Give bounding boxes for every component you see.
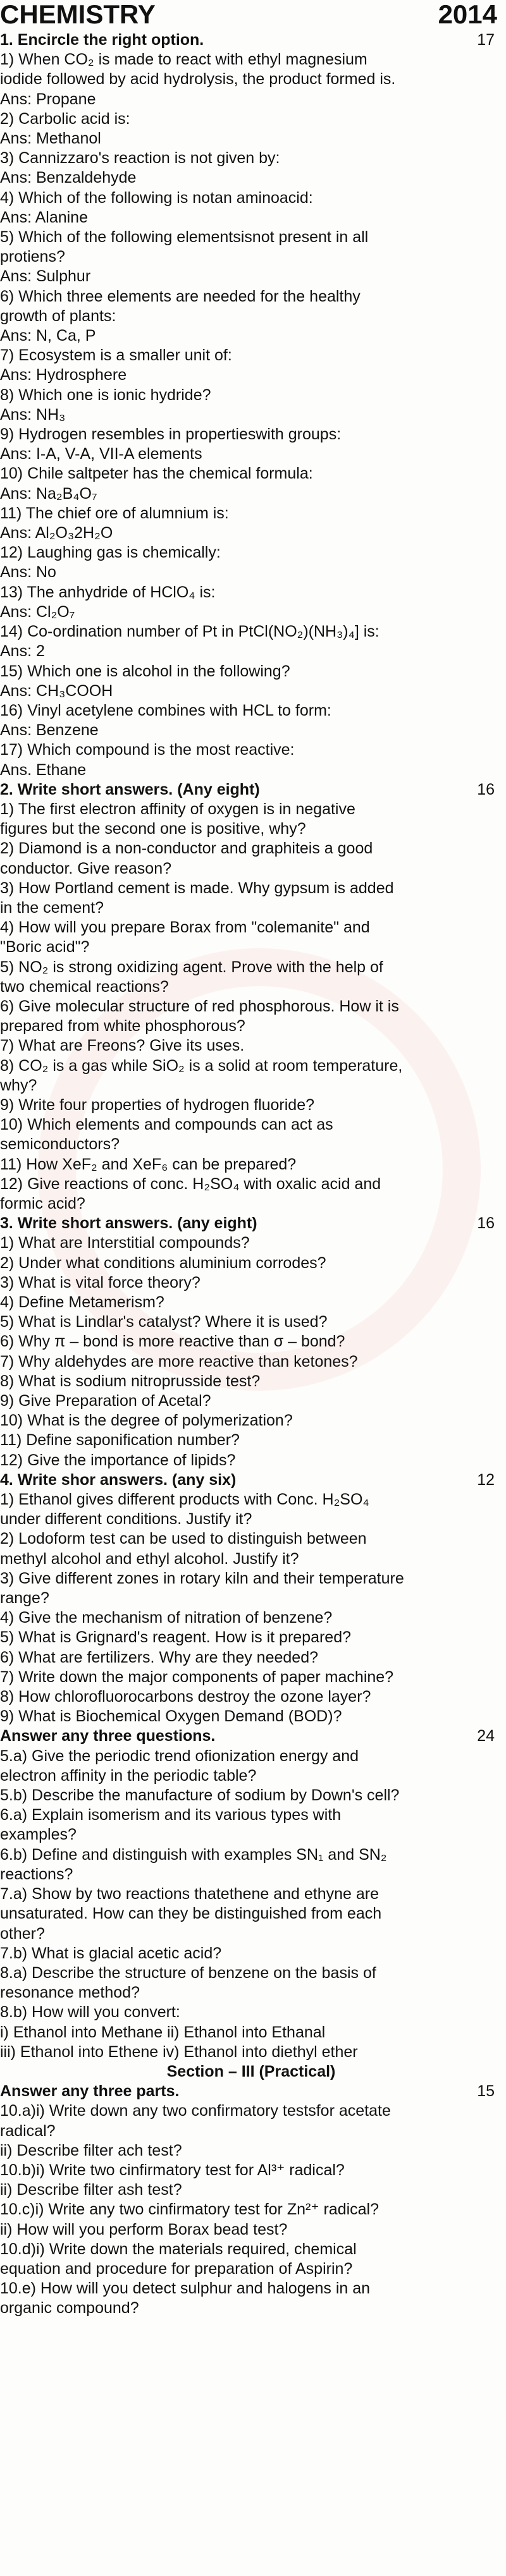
text-line (0, 1096, 506, 1115)
text-line (0, 267, 506, 286)
line-text: Ans: N, Ca, P (0, 327, 96, 345)
line-text: 14) Co-ordination number of Pt in PtCl(NO₂)(NH₃)₄] is: (0, 623, 379, 641)
text-line (0, 1529, 506, 1549)
line-text: Ans: Alanine (0, 208, 88, 226)
text-line (0, 1766, 506, 1786)
text-line (0, 1510, 506, 1529)
text-line (0, 602, 506, 622)
line-text: Ans: No (0, 563, 56, 582)
text-line (0, 484, 506, 504)
text-line (0, 1963, 506, 1983)
line-text: Ans: Methanol (0, 130, 101, 148)
marks-value: 15 (477, 2082, 495, 2101)
line-text: ii) Describe filter ash test? (0, 2181, 182, 2199)
line-text: 2) Under what conditions aluminium corrodes? (0, 1254, 326, 1272)
text-line (0, 1648, 506, 1668)
text-line (0, 563, 506, 582)
text-line (0, 1036, 506, 1056)
line-text: Ans: 2 (0, 642, 45, 661)
text-line (0, 2042, 506, 2062)
marks-value: 16 (477, 1214, 495, 1233)
line-text: Answer any three questions. (0, 1727, 216, 1745)
line-text: 12) Give reactions of conc. H₂SO₄ with oxalic acid and (0, 1175, 381, 1193)
text-line (0, 898, 506, 918)
line-text: 12) Laughing gas is chemically: (0, 544, 221, 562)
line-text: 1) What are Interstitial compounds? (0, 1234, 250, 1252)
marks-value: 16 (477, 780, 495, 798)
line-text: resonance method? (0, 1984, 140, 2002)
section-title (0, 2062, 506, 2082)
line-text: 7) What are Freons? Give its uses. (0, 1037, 245, 1055)
text-line (0, 109, 506, 129)
text-line (0, 1233, 506, 1253)
text-line (0, 50, 506, 70)
line-text: Ans: CH₃COOH (0, 681, 113, 700)
line-text: 3) Cannizzaro's reaction is not given by: (0, 149, 280, 168)
text-line (0, 1273, 506, 1293)
line-text: conductor. Give reason? (0, 859, 171, 877)
line-text: Ans: Benzene (0, 721, 99, 740)
text-line (0, 958, 506, 977)
text-line (0, 2003, 506, 2022)
line-text: 6) What are fertilizers. Why are they needed? (0, 1648, 319, 1666)
text-line (0, 1845, 506, 1865)
line-text: 3) Give different zones in rotary kiln and their temperature (0, 1569, 404, 1587)
text-line (0, 1135, 506, 1154)
line-text: two chemical reactions? (0, 977, 169, 996)
text-line (0, 2279, 506, 2298)
text-line (0, 977, 506, 997)
line-text: organic compound? (0, 2299, 139, 2317)
line-text: 4) Which of the following is notan aminoacid: (0, 188, 313, 207)
section-heading (0, 1470, 506, 1490)
line-text: in the cement? (0, 898, 104, 917)
text-line (0, 365, 506, 385)
line-text: Ans. Ethane (0, 760, 87, 779)
line-text: growth of plants: (0, 307, 116, 325)
line-text: 8) What is sodium nitroprusside test? (0, 1372, 261, 1390)
line-text: methyl alcohol and ethyl alcohol. Justify it? (0, 1549, 299, 1568)
text-line (0, 2180, 506, 2200)
line-text: 4. Write shor answers. (any six) (0, 1470, 237, 1489)
text-line (0, 1983, 506, 2003)
text-line (0, 740, 506, 760)
line-text: protiens? (0, 248, 65, 266)
line-text: 10) Which elements and compounds can act as (0, 1116, 333, 1134)
text-line (0, 721, 506, 740)
text-line (0, 1668, 506, 1687)
text-line (0, 1056, 506, 1076)
text-line (0, 287, 506, 307)
line-text: 5) NO₂ is strong oxidizing agent. Prove with the help of (0, 958, 383, 976)
text-line (0, 1687, 506, 1707)
line-text: radical? (0, 2121, 56, 2140)
text-line (0, 168, 506, 188)
text-line (0, 1332, 506, 1352)
text-line (0, 90, 506, 109)
line-text: unsaturated. How can they be distinguished from each (0, 1905, 382, 1923)
text-line (0, 129, 506, 149)
line-text: under different conditions. Justify it? (0, 1510, 252, 1529)
section-heading (0, 780, 506, 800)
line-text: 7.a) Show by two reactions thatethene and ethyne are (0, 1885, 379, 1903)
text-line (0, 1569, 506, 1589)
section-heading (0, 1726, 506, 1746)
text-line (0, 859, 506, 879)
text-line (0, 997, 506, 1016)
text-line (0, 1391, 506, 1411)
text-line (0, 386, 506, 405)
line-text: 9) Hydrogen resembles in propertieswith groups: (0, 425, 342, 444)
text-line (0, 839, 506, 858)
text-line (0, 1076, 506, 1096)
line-text: 6.b) Define and distinguish with examples SN₁ and SN₂ (0, 1845, 387, 1864)
text-line (0, 247, 506, 267)
text-line (0, 819, 506, 839)
line-text: 4) Give the mechanism of nitration of benzene? (0, 1609, 333, 1627)
text-line (0, 1786, 506, 1805)
text-line (0, 1411, 506, 1431)
line-text: 4) Define Metamerism? (0, 1293, 164, 1311)
text-line (0, 70, 506, 89)
paper-header (0, 0, 506, 29)
line-text: Ans: Sulphur (0, 267, 91, 286)
line-text: 2) Diamond is a non-conductor and graphiteis a good (0, 839, 373, 858)
text-line (0, 879, 506, 898)
line-text: Ans: Na₂B₄O₇ (0, 484, 97, 503)
line-text: semiconductors? (0, 1135, 120, 1154)
text-line (0, 918, 506, 937)
text-line (0, 681, 506, 701)
text-line (0, 1805, 506, 1825)
text-line (0, 583, 506, 602)
text-line (0, 1628, 506, 1647)
text-line (0, 2121, 506, 2141)
line-text: examples? (0, 1826, 77, 1844)
line-text: 7) Why aldehydes are more reactive than ketones? (0, 1352, 358, 1370)
line-text: ii) How will you perform Borax bead test? (0, 2220, 288, 2238)
line-text: 5) Which of the following elementsisnot present in all (0, 228, 369, 247)
line-text: Ans: Cl₂O₇ (0, 602, 75, 621)
text-line (0, 1944, 506, 1963)
line-text: 13) The anhydride of HClO₄ is: (0, 583, 216, 601)
text-line (0, 2220, 506, 2240)
line-text: why? (0, 1076, 37, 1094)
text-line (0, 2101, 506, 2121)
text-line (0, 1924, 506, 1944)
text-line (0, 2141, 506, 2161)
line-text: Section – III (Practical) (166, 2062, 336, 2080)
line-text: 1) The first electron affinity of oxygen is in negative (0, 800, 355, 818)
text-line (0, 1608, 506, 1628)
text-line (0, 1254, 506, 1273)
line-text: figures but the second one is positive, why? (0, 820, 306, 838)
line-text: 9) What is Biochemical Oxygen Demand (BOD)? (0, 1707, 342, 1726)
line-text: 8) CO₂ is a gas while SiO₂ is a solid at room temperature, (0, 1056, 403, 1075)
line-text: 1) Ethanol gives different products with Conc. H₂SO₄ (0, 1491, 369, 1509)
line-text: 3) How Portland cement is made. Why gypsum is added (0, 879, 394, 897)
text-line (0, 405, 506, 425)
line-text: 10) What is the degree of polymerization? (0, 1412, 293, 1430)
line-text: 8.a) Describe the structure of benzene on the basis of (0, 1963, 376, 1982)
line-text: 10) Chile saltpeter has the chemical formula: (0, 465, 313, 483)
text-line (0, 2259, 506, 2279)
text-line (0, 1431, 506, 1450)
line-text: electron affinity in the periodic table? (0, 1766, 257, 1785)
next-page-fragment (0, 2566, 506, 2576)
text-line (0, 760, 506, 780)
text-line (0, 1589, 506, 1608)
line-text: 6) Why π – bond is more reactive than σ – bond? (0, 1333, 345, 1351)
text-line (0, 1865, 506, 1884)
text-line (0, 523, 506, 543)
line-text: 10.d)i) Write down the materials required, chemical (0, 2240, 357, 2258)
text-line (0, 149, 506, 168)
text-line (0, 1884, 506, 1904)
line-text: 11) How XeF₂ and XeF₆ can be prepared? (0, 1155, 297, 1173)
line-text: Ans: Al₂O₃2H₂O (0, 524, 113, 542)
text-line (0, 1490, 506, 1510)
text-line (0, 1707, 506, 1726)
text-line (0, 2298, 506, 2318)
line-text: i) Ethanol into Methane ii) Ethanol into Ethanal (0, 2023, 326, 2041)
line-text: Answer any three parts. (0, 2082, 180, 2101)
line-text: Ans: Propane (0, 90, 96, 108)
text-line (0, 228, 506, 247)
line-text: 11) Define saponification number? (0, 1431, 240, 1450)
text-line (0, 2161, 506, 2180)
text-line (0, 800, 506, 819)
line-text: Ans: Benzaldehyde (0, 169, 137, 187)
text-line (0, 1312, 506, 1332)
subject-title: CHEMISTRY (0, 0, 156, 29)
line-text: reactions? (0, 1865, 73, 1883)
line-text: formic acid? (0, 1194, 85, 1212)
line-text: 7) Write down the major components of paper machine? (0, 1668, 394, 1686)
line-text: 9) Write four properties of hydrogen fluoride? (0, 1096, 315, 1114)
section-heading (0, 2082, 506, 2101)
line-text: 2) Lodoform test can be used to distinguish between (0, 1530, 367, 1548)
text-line (0, 1194, 506, 1214)
text-line (0, 425, 506, 444)
text-line (0, 208, 506, 228)
line-text: 3. Write short answers. (any eight) (0, 1214, 257, 1233)
paper-year: 2014 (438, 0, 497, 29)
line-text: 8) Which one is ionic hydride? (0, 386, 211, 404)
text-line (0, 1155, 506, 1175)
text-line (0, 2240, 506, 2259)
section-heading (0, 30, 506, 50)
line-text: iii) Ethanol into Ethene iv) Ethanol into diethyl ether (0, 2042, 358, 2061)
line-text: iodide followed by acid hydrolysis, the product formed is. (0, 70, 396, 89)
line-text: 1. Encircle the right option. (0, 31, 204, 49)
question-list (0, 29, 506, 2319)
text-line (0, 1115, 506, 1135)
text-line (0, 346, 506, 365)
line-text: 1) When CO₂ is made to react with ethyl magnesium (0, 51, 367, 69)
text-line (0, 1293, 506, 1312)
line-text: 9) Give Preparation of Acetal? (0, 1392, 211, 1410)
text-line (0, 937, 506, 957)
text-line (0, 188, 506, 208)
line-text: 7.b) What is glacial acetic acid? (0, 1944, 222, 1962)
line-text: 10.e) How will you detect sulphur and halogens in an (0, 2280, 371, 2298)
text-line (0, 543, 506, 563)
text-line (0, 1549, 506, 1569)
text-line (0, 2023, 506, 2042)
text-line (0, 1175, 506, 1194)
line-text: 2. Write short answers. (Any eight) (0, 780, 260, 798)
line-text: equation and procedure for preparation of Aspirin? (0, 2259, 353, 2278)
line-text: 5) What is Lindlar's catalyst? Where it is used? (0, 1313, 328, 1331)
text-line (0, 307, 506, 326)
line-text: "Boric acid"? (0, 938, 90, 956)
text-line (0, 444, 506, 464)
line-text: 8) How chlorofluorocarbons destroy the ozone layer? (0, 1688, 371, 1706)
section-heading (0, 1214, 506, 1233)
text-line (0, 1352, 506, 1372)
line-text: other? (0, 1924, 45, 1943)
line-text: 5.a) Give the periodic trend ofionization energy and (0, 1747, 359, 1765)
text-line (0, 464, 506, 484)
text-line (0, 1451, 506, 1470)
line-text: 6) Give molecular structure of red phosphorous. How it is (0, 997, 399, 1015)
marks-value: 12 (477, 1470, 495, 1489)
line-text: 8.b) How will you convert: (0, 2003, 180, 2022)
text-line (0, 504, 506, 523)
line-text: 4) How will you prepare Borax from "colemanite" and (0, 919, 370, 937)
line-text: 6) Which three elements are needed for the healthy (0, 287, 361, 305)
text-line (0, 701, 506, 721)
line-text: 11) The chief ore of alumnium is: (0, 504, 229, 522)
line-text: Ans: I-A, V-A, VII-A elements (0, 445, 202, 463)
text-line (0, 622, 506, 642)
text-line (0, 1016, 506, 1036)
line-text: prepared from white phosphorous? (0, 1017, 245, 1035)
line-text: ii) Describe filter ach test? (0, 2141, 182, 2159)
text-line (0, 662, 506, 681)
line-text: 3) What is vital force theory? (0, 1273, 201, 1291)
text-line (0, 2200, 506, 2219)
line-text: Ans: NH₃ (0, 405, 66, 424)
line-text: 5.b) Describe the manufacture of sodium by Down's cell? (0, 1786, 400, 1805)
marks-value: 17 (477, 31, 495, 49)
line-text: Ans: Hydrosphere (0, 366, 127, 384)
text-line (0, 642, 506, 661)
line-text: 10.b)i) Write two cinfirmatory test for Al³⁺ radical? (0, 2161, 345, 2179)
line-text: 12) Give the importance of lipids? (0, 1451, 236, 1469)
text-line (0, 1825, 506, 1845)
line-text: 16) Vinyl acetylene combines with HCL to form: (0, 701, 331, 719)
text-line (0, 1904, 506, 1924)
line-text: 17) Which compound is the most reactive: (0, 741, 295, 759)
line-text: 7) Ecosystem is a smaller unit of: (0, 346, 232, 365)
text-line (0, 1372, 506, 1391)
line-text: 15) Which one is alcohol in the following? (0, 662, 290, 680)
line-text: range? (0, 1589, 49, 1608)
line-text: 2) Carbolic acid is: (0, 109, 130, 128)
text-line (0, 326, 506, 346)
line-text: 5) What is Grignard's reagent. How is it prepared? (0, 1628, 352, 1647)
line-text: 10.c)i) Write any two cinfirmatory test for Zn²⁺ radical? (0, 2201, 379, 2219)
line-text: 10.a)i) Write down any two confirmatory testsfor acetate (0, 2102, 391, 2120)
line-text: 6.a) Explain isomerism and its various types with (0, 1806, 342, 1824)
text-line (0, 1747, 506, 1766)
marks-value: 24 (477, 1727, 495, 1745)
